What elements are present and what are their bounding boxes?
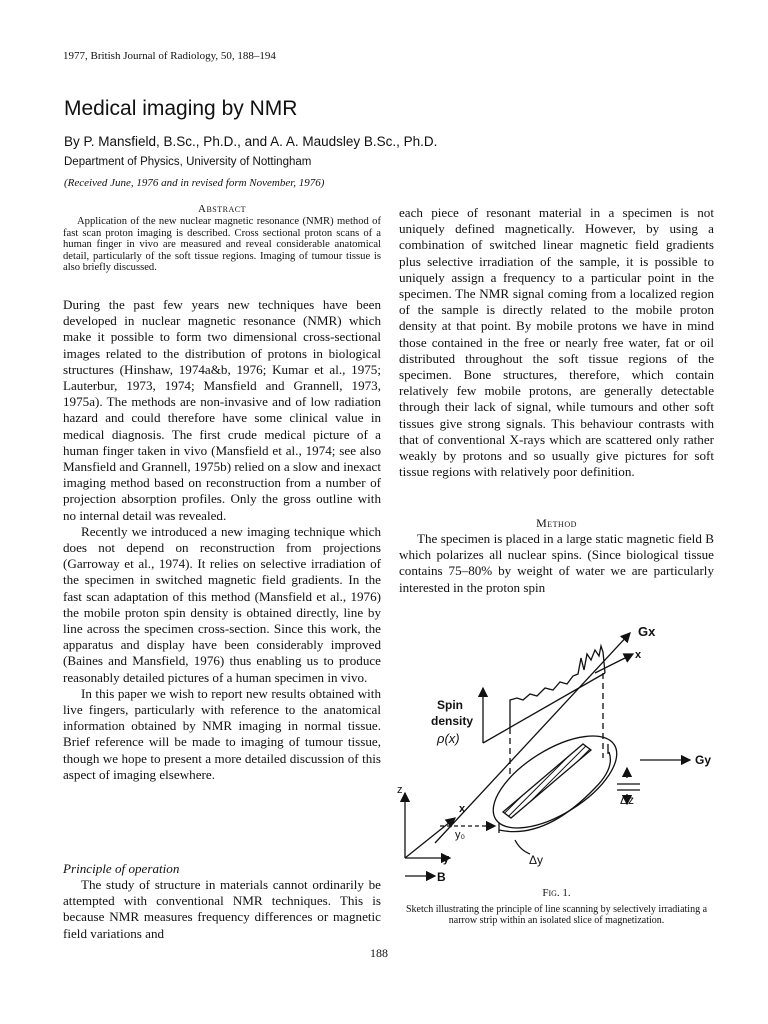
- z-label: z: [397, 784, 403, 796]
- method-column: [399, 531, 714, 596]
- slice-disk-top: [479, 718, 635, 846]
- dy-label: Δy: [529, 853, 544, 867]
- abstract-heading: Abstract: [198, 203, 246, 215]
- figure-label: Fig. 1.: [542, 887, 571, 899]
- spin-density-profile: [510, 646, 605, 728]
- section-heading-method: Method: [536, 516, 577, 530]
- paragraph: The specimen is placed in a large static magnetic field B which polarizes all nuclear spins. (Since biological tissue contains 75–80% by weight of water we are particularly interested in the proton spin: [399, 531, 714, 595]
- paragraph: During the past few years new techniques have been developed in nuclear magnetic resonance (NMR) which make it possible to form two dimensional cross-sectional images related to the distribution of protons in biological structures (Hinshaw, 1974a&b, 1976; Kumar et al., 1975; Lauterbur, 1973, 1974; Mansfield and Grannell, 1973, 1975a). The methods are non-invasive and of low radiation hazard and could therefore have some clinical value in medical diagnosis. The first crude medical picture of a human finger taken in vivo (Mansfield et al., 1974; see also Mansfield and Grannell, 1975b) relied on a slow and inexact imaging method based on reconstruction from a number of projection absorption profiles. Only the gross outline with no internal detail was revealed.: [63, 297, 381, 523]
- b-label: B: [437, 870, 446, 884]
- abstract-text: Application of the new nuclear magnetic resonance (NMR) method of fast scan proton imaging is described. Cross sectional proton scans of a human finger in vivo are measured and reveal considerable anatomical detail, particularly of the soft tissue regions. Imaging of tumour tissue is also briefly discussed.: [63, 216, 381, 274]
- abstract: [63, 204, 381, 273]
- citation-line: 1977, British Journal of Radiology, 50, 188–194: [63, 50, 276, 62]
- paragraph: In this paper we wish to report new results obtained with live fingers, particularly with reference to the anatomical information obtained by NMR imaging in normal tissue. Brief reference will be made to imaging of tumour tissue, though we hope to present a more detailed discussion of this aspect of imaging elsewhere.: [63, 685, 381, 782]
- gx-label: Gx: [638, 624, 656, 639]
- density-label: density: [431, 714, 474, 728]
- figure-caption: Sketch illustrating the principle of line scanning by selectively irradiating a narrow strip within an isolated slice of magnetization.: [405, 904, 708, 926]
- dz-label: Δz: [620, 793, 635, 807]
- gy-label: Gy: [695, 753, 712, 767]
- paragraph: each piece of resonant material in a specimen is not uniquely defined magnetically. However, by using a combination of switched linear magnetic field gradients plus selective irradiation of the sample, it is possible to uniquely assign a frequency to a particular point in the specimen. The NMR signal coming from a localized region of the sample is directly related to the mobile proton density at that point. By mobile protons we have in mind those contained in the free or nearly free water, fat or oil distributed throughout the soft tissue regions of the specimen. Bone structures, therefore, which contain relatively few mobile protons, are generally detectable through their lack of signal, while tumours and other soft tissues give strong signals. This behaviour contrasts with that of conventional X-rays which are scattered only rather weakly by protons and so usually give pictures for soft tissue regions with relatively poor definition.: [399, 205, 714, 480]
- authors-line: By P. Mansfield, B.Sc., Ph.D., and A. A. Maudsley B.Sc., Ph.D.: [64, 134, 438, 149]
- y-label: y: [443, 853, 450, 865]
- slice-disk-bottom: [499, 752, 610, 832]
- paper-title: Medical imaging by NMR: [64, 97, 298, 120]
- y0-label: y₀: [455, 829, 466, 841]
- x-axis: [405, 818, 455, 858]
- left-column: [63, 297, 381, 783]
- figure-line-scan-diagram: [395, 618, 725, 886]
- right-column: [399, 205, 714, 480]
- section-heading-principle: Principle of operation: [63, 861, 180, 876]
- x-top-label: x: [635, 649, 642, 661]
- profile-baseline: [483, 673, 605, 743]
- paragraph: The study of structure in materials cannot ordinarily be attempted with conventional NMR techniques. This is because NMR measures frequency differences or magnetic field variations and: [63, 877, 381, 941]
- received-line: (Received June, 1976 and in revised form November, 1976): [64, 177, 325, 189]
- principle-column: [63, 877, 381, 942]
- x-direction-arrow: [595, 654, 633, 673]
- department-line: Department of Physics, University of Nottingham: [64, 156, 312, 168]
- x-axis-label: x: [459, 803, 466, 815]
- dy-curve: [515, 840, 530, 854]
- rho-label: ρ(x): [437, 731, 460, 746]
- page-number: 188: [370, 946, 388, 960]
- spin-label: Spin: [437, 698, 463, 712]
- paragraph: Recently we introduced a new imaging technique which does not depend on reconstruction from projections (Garroway et al., 1974). It relies on selective irradiation of the specimen in switched magnetic field gradients. In the fast scan adaptation of this method (Mansfield et al., 1976) the mobile proton spin density is obtained directly, line by line across the specimen cross-section. Since this work, the apparatus and display have been considerably improved (Baines and Mansfield, 1976) thus enabling us to produce reasonably detailed pictures of a human specimen in vivo.: [63, 523, 381, 685]
